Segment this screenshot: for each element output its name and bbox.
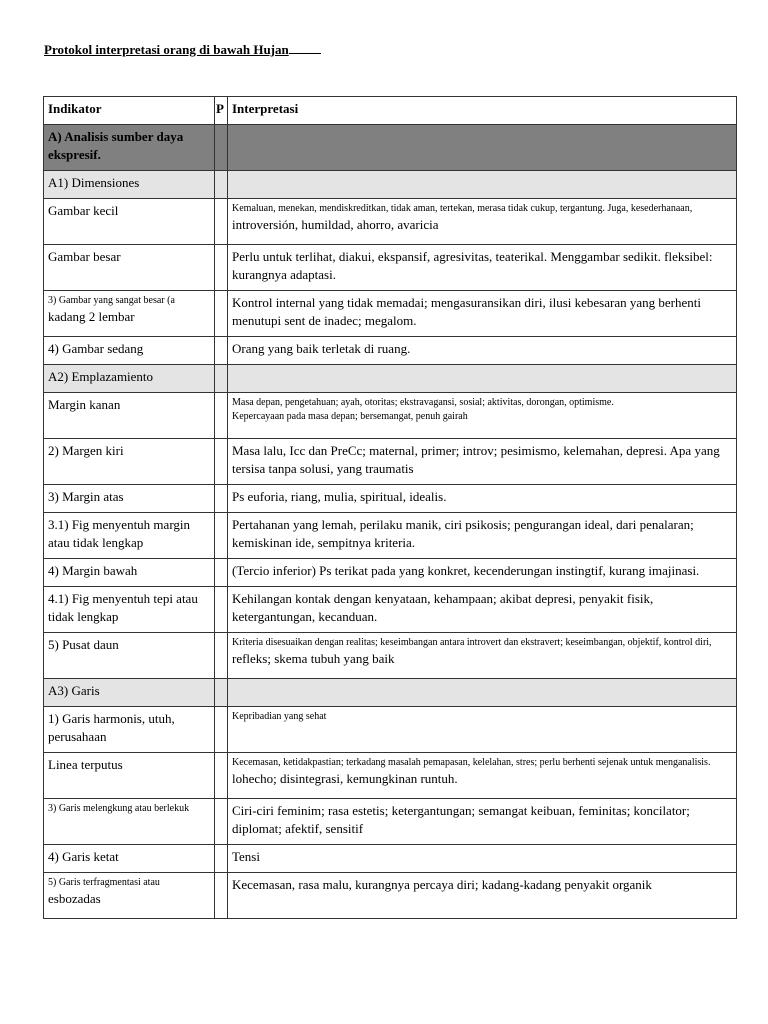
interpretasi-small-text: Kemaluan, menekan, mendiskreditkan, tidak aman, tertekan, merasa tidak cukup, tergantung. Juga, kesederhanaan, — [232, 203, 693, 214]
interpretasi-cell — [228, 439, 737, 485]
p-cell — [215, 799, 228, 845]
p-cell — [215, 587, 228, 633]
indikator-cell: 4) Garis ketat — [44, 845, 215, 873]
interpretasi-cell: (Tercio inferior) Ps terikat pada yang konkret, kecenderungan instingtif, kurang imajinasi. — [228, 559, 737, 587]
interpretasi-cell — [228, 679, 737, 707]
interpretasi-text: lohecho; disintegrasi, kemungkinan runtuh. — [232, 771, 458, 786]
p-cell — [215, 365, 228, 393]
indikator-cell — [44, 291, 215, 337]
interpretasi-small-text: Kepribadian yang sehat — [232, 711, 327, 722]
indikator-cell: Gambar besar — [44, 245, 215, 291]
table-row — [44, 245, 737, 291]
table-row — [44, 559, 737, 587]
interpretasi-cell — [228, 799, 737, 845]
interpretasi-cell: Tensi — [228, 845, 737, 873]
interpretasi-cell — [228, 753, 737, 799]
table-row — [44, 393, 737, 439]
table-row — [44, 485, 737, 513]
p-cell — [215, 679, 228, 707]
p-cell — [215, 245, 228, 291]
interpretasi-small-text: Kecemasan, ketidakpastian; terkadang masalah pemapasan, kelelahan, stres; perlu berhenti sejenak untuk menganalisis. — [232, 757, 711, 768]
header-indikator: Indikator — [44, 97, 215, 125]
table-row — [44, 337, 737, 365]
interpretasi-cell — [228, 513, 737, 559]
table-row — [44, 125, 737, 171]
indikator-cell: 2) Margen kiri — [44, 439, 215, 485]
interpretasi-text: tersisa tanpa solusi, yang traumatis — [232, 461, 414, 476]
header-p: P — [215, 97, 228, 125]
document-title: Protokol interpretasi orang di bawah Hujan — [44, 42, 321, 58]
indikator-cell: 4) Gambar sedang — [44, 337, 215, 365]
interpretasi-text: introversión, humildad, ahorro, avaricia — [232, 217, 439, 232]
interpretasi-text: Kontrol internal yang tidak memadai; mengasuransikan diri, ilusi kebesaran yang berhenti menutupi sent de inadec; megalom. — [232, 295, 701, 328]
table-row — [44, 513, 737, 559]
interpretasi-cell: Ps euforia, riang, mulia, spiritual, idealis. — [228, 485, 737, 513]
interpretasi-cell — [228, 707, 737, 753]
indikator-cell: A1) Dimensiones — [44, 171, 215, 199]
interpretasi-small-text: Masa depan, pengetahuan; ayah, otoritas; ekstravagansi, sosial; aktivitas, dorongan, optimisme. — [232, 397, 614, 408]
indikator-text: esbozadas — [48, 891, 101, 906]
interpretasi-cell — [228, 199, 737, 245]
table-row — [44, 171, 737, 199]
table-row — [44, 291, 737, 337]
indikator-cell: 3.1) Fig menyentuh margin atau tidak lengkap — [44, 513, 215, 559]
indikator-cell — [44, 873, 215, 919]
table-row — [44, 679, 737, 707]
indikator-cell: 4.1) Fig menyentuh tepi atau tidak lengkap — [44, 587, 215, 633]
table-row — [44, 633, 737, 679]
indikator-cell: Gambar kecil — [44, 199, 215, 245]
p-cell — [215, 753, 228, 799]
table-row — [44, 753, 737, 799]
p-cell — [215, 291, 228, 337]
p-cell — [215, 337, 228, 365]
interpretasi-cell — [228, 291, 737, 337]
interpretasi-text: Ciri-ciri feminim; rasa estetis; ketergantungan; semangat keibuan, feminitas; koncilator; diplomat; afektif, sensitif — [232, 803, 690, 836]
interpretasi-text: Kehilangan kontak dengan kenyataan, kehampaan; akibat depresi, penyakit fisik, ketergantungan, kecanduan. — [232, 591, 654, 624]
indikator-cell: Margin kanan — [44, 393, 215, 439]
indikator-cell: A) Analisis sumber daya ekspresif. — [44, 125, 215, 171]
interpretasi-small-text: Kepercayaan pada masa depan; bersemangat, penuh gairah — [232, 411, 468, 422]
interpretasi-cell — [228, 587, 737, 633]
interpretasi-small-text: Kriteria disesuaikan dengan realitas; keseimbangan antara introvert dan ekstravert; keseimbangan, objektif, kontrol diri, — [232, 637, 712, 648]
table-row — [44, 799, 737, 845]
interpretation-table — [43, 96, 737, 919]
p-cell — [215, 873, 228, 919]
indikator-cell: A2) Emplazamiento — [44, 365, 215, 393]
p-cell — [215, 125, 228, 171]
p-cell — [215, 845, 228, 873]
indikator-small-text: 5) Garis terfragmentasi atau — [48, 877, 160, 888]
table-row — [44, 439, 737, 485]
header-interpretasi: Interpretasi — [228, 97, 737, 125]
indikator-small-text: 3) Gambar yang sangat besar (a — [48, 295, 175, 306]
table-row — [44, 707, 737, 753]
indikator-cell: 4) Margin bawah — [44, 559, 215, 587]
interpretasi-cell — [228, 633, 737, 679]
indikator-cell: Linea terputus — [44, 753, 215, 799]
indikator-cell: A3) Garis — [44, 679, 215, 707]
indikator-cell: 3) Margin atas — [44, 485, 215, 513]
p-cell — [215, 485, 228, 513]
p-cell — [215, 559, 228, 587]
interpretasi-cell: Kecemasan, rasa malu, kurangnya percaya diri; kadang-kadang penyakit organik — [228, 873, 737, 919]
indikator-cell: 1) Garis harmonis, utuh, perusahaan — [44, 707, 215, 753]
indikator-small-text: 3) Garis melengkung atau berlekuk — [48, 803, 190, 814]
interpretasi-cell — [228, 125, 737, 171]
table-row — [44, 199, 737, 245]
interpretasi-cell: Orang yang baik terletak di ruang. — [228, 337, 737, 365]
p-cell — [215, 199, 228, 245]
indikator-text: kadang 2 lembar — [48, 309, 135, 324]
p-cell — [215, 707, 228, 753]
table-header-row — [44, 97, 737, 125]
interpretasi-text: refleks; skema tubuh yang baik — [232, 651, 395, 666]
interpretasi-text: Perlu untuk terlihat, diakui, ekspansif, agresivitas, teaterikal. Menggambar sedikit. fleksibel: kurangnya adaptasi. — [232, 249, 713, 282]
table-row — [44, 873, 737, 919]
interpretasi-cell — [228, 245, 737, 291]
table-row — [44, 365, 737, 393]
p-cell — [215, 633, 228, 679]
p-cell — [215, 393, 228, 439]
p-cell — [215, 171, 228, 199]
table-row — [44, 587, 737, 633]
interpretasi-cell — [228, 171, 737, 199]
table-row — [44, 845, 737, 873]
p-cell — [215, 439, 228, 485]
interpretasi-cell — [228, 393, 737, 439]
interpretasi-cell — [228, 365, 737, 393]
indikator-cell: 5) Pusat daun — [44, 633, 215, 679]
p-cell — [215, 513, 228, 559]
indikator-cell — [44, 799, 215, 845]
interpretasi-text: Masa lalu, Icc dan PreCc; maternal, primer; introv; pesimismo, kelemahan, depresi. Apa yang — [232, 443, 720, 458]
interpretasi-text: Pertahanan yang lemah, perilaku manik, ciri psikosis; pengurangan ideal, dari penalaran; kemiskinan ide, sempitnya kriteria. — [232, 517, 694, 550]
